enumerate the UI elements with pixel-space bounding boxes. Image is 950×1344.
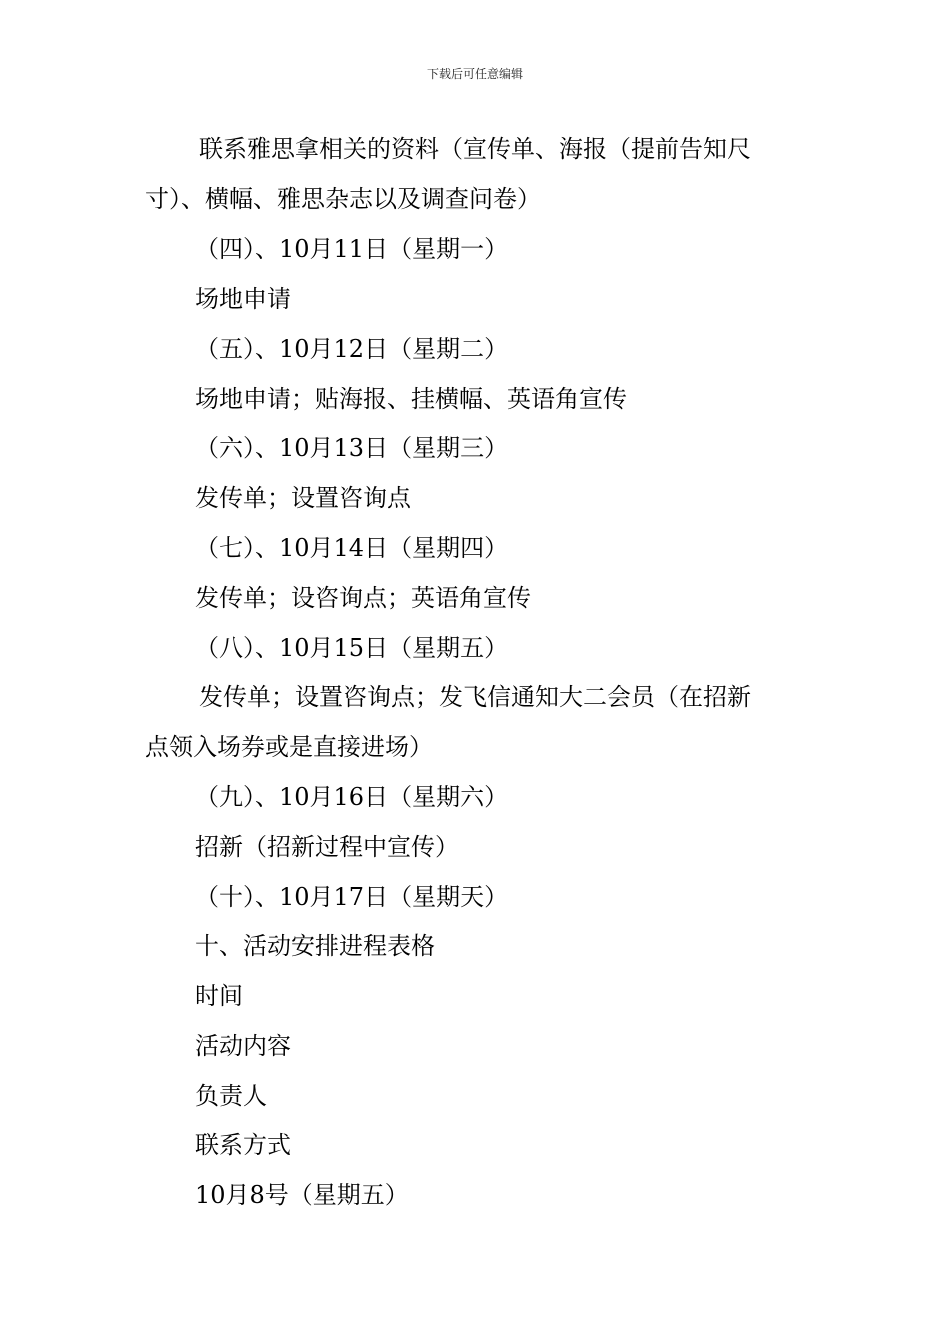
table-cell: 10月8号（星期五）: [195, 1181, 409, 1209]
table-header-cell: 负责人: [195, 1082, 267, 1110]
table-header-cell: 联系方式: [195, 1131, 291, 1159]
date-heading: （八）、10月15日（星期五）: [195, 634, 509, 662]
table-header-cell: 活动内容: [195, 1032, 291, 1060]
paragraph-line: 场地申请；贴海报、挂横幅、英语角宣传: [195, 385, 627, 413]
paragraph-line: 点领入场券或是直接进场）: [145, 733, 433, 761]
date-heading: （七）、10月14日（星期四）: [195, 534, 509, 562]
date-heading: （六）、10月13日（星期三）: [195, 434, 509, 462]
paragraph-line: 招新（招新过程中宣传）: [195, 833, 459, 861]
page-header: 下载后可任意编辑: [426, 67, 523, 81]
paragraph-line: 发传单；设置咨询点；发飞信通知大二会员（在招新: [199, 683, 751, 711]
paragraph-line: 发传单；设置咨询点: [195, 484, 411, 512]
paragraph-line: 发传单；设咨询点；英语角宣传: [195, 584, 531, 612]
paragraph-line: 场地申请: [195, 285, 291, 313]
table-header-cell: 时间: [195, 982, 243, 1010]
date-heading: （四）、10月11日（星期一）: [195, 235, 509, 263]
date-heading: （十）、10月17日（星期天）: [195, 883, 509, 911]
paragraph-line: 寸）、横幅、雅思杂志以及调查问卷）: [145, 185, 541, 213]
date-heading: （九）、10月16日（星期六）: [195, 783, 509, 811]
date-heading: （五）、10月12日（星期二）: [195, 335, 509, 363]
section-heading: 十、活动安排进程表格: [195, 932, 435, 960]
paragraph-line: 联系雅思拿相关的资料（宣传单、海报（提前告知尺: [199, 135, 751, 163]
